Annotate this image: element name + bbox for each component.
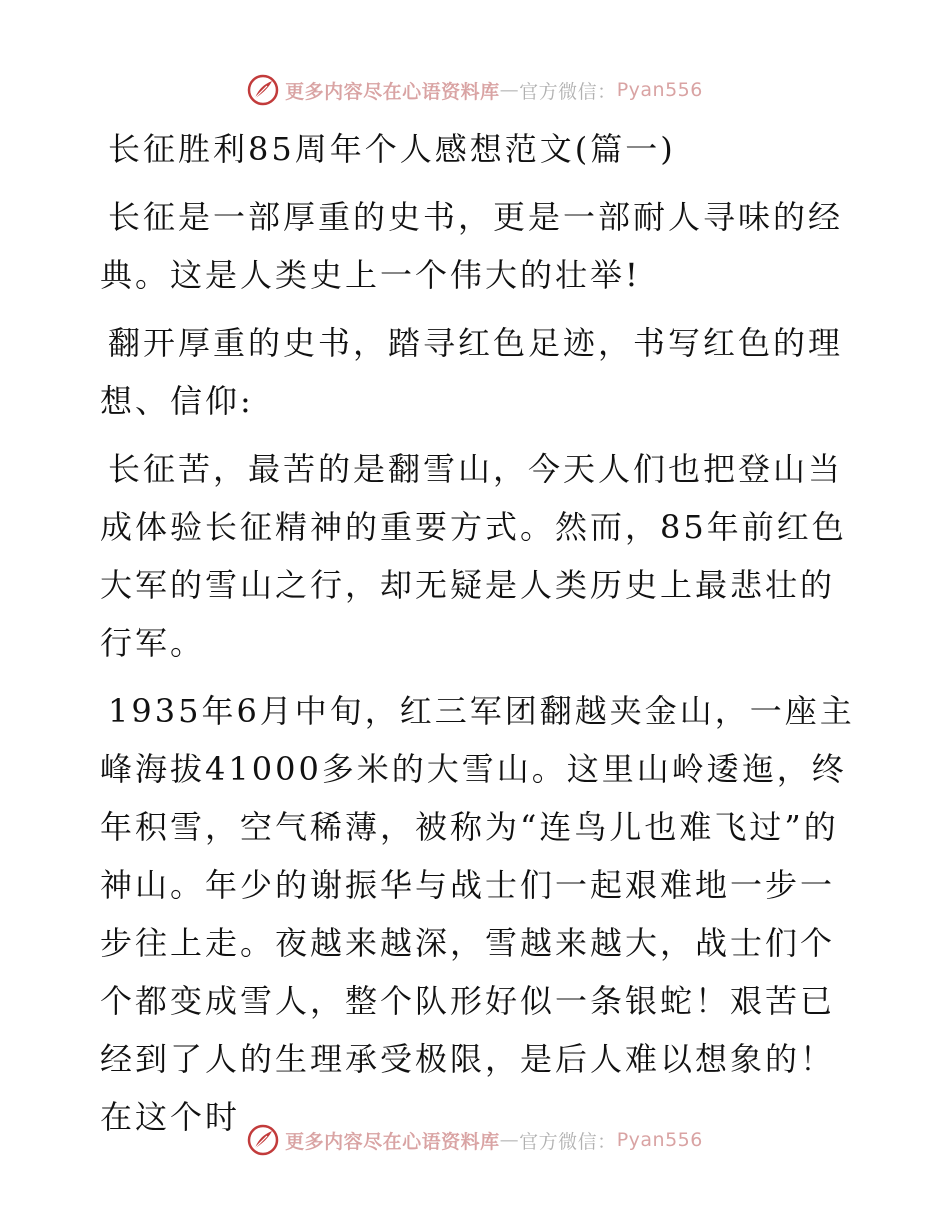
document-body [100, 120, 860, 1146]
watermark-wechat-id: Pyan556 [616, 1129, 703, 1151]
document-title: 长征胜利85周年个人感想范文(篇一) [108, 130, 676, 168]
watermark-wechat-id: Pyan556 [616, 79, 703, 101]
paragraph-3: 长征苦，最苦的是翻雪山，今天人们也把登山当成体验长征精神的重要方式。然而，85年前红色大军的雪山之行，却无疑是人类历史上最悲壮的行军。 [100, 450, 847, 662]
watermark-site-text: 更多内容尽在心语资料库 [285, 80, 500, 103]
paragraph-2: 翻开厚重的史书，踏寻红色足迹，书写红色的理想、信仰: [100, 324, 844, 420]
paragraph-1: 长征是一部厚重的史书，更是一部耐人寻味的经典。这是人类史上一个伟大的壮举! [100, 198, 844, 294]
feather-logo-icon [247, 74, 279, 106]
watermark-site-text: 更多内容尽在心语资料库 [285, 1130, 500, 1153]
watermark-dash: — [499, 79, 520, 101]
watermark-wechat-label: 官方微信： [519, 80, 617, 103]
footer-watermark [0, 1120, 950, 1160]
watermark-wechat-label: 官方微信： [519, 1130, 617, 1153]
header-watermark [0, 70, 950, 110]
paragraph-4: 1935年6月中旬，红三军团翻越夹金山，一座主峰海拔41000多米的大雪山。这里山岭逶迤，终年积雪，空气稀薄，被称为“连鸟儿也难飞过”的神山。年少的谢振华与战士们一起艰难地一步一步往上走。夜越来越深，雪越来越大，战士们个个都变成雪人，整个队形好似一条银蛇！艰苦已经到了人的生理承受极限，是后人难以想象的！在这个时 [100, 692, 855, 1136]
watermark-dash: — [499, 1129, 520, 1151]
feather-logo-icon [247, 1124, 279, 1156]
